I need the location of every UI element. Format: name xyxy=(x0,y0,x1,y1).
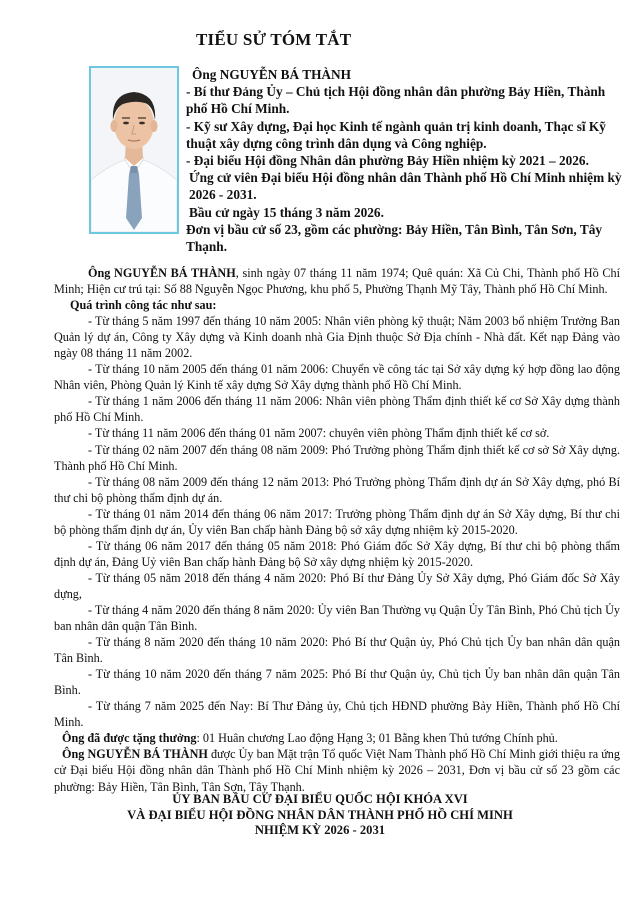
intro-paragraph xyxy=(54,265,620,297)
career-item: - Từ tháng 11 năm 2006 đến tháng 01 năm 2007: chuyên viên phòng Thẩm định thiết kế cơ sở. xyxy=(88,426,550,441)
portrait-photo xyxy=(89,66,179,234)
career-item: - Từ tháng 10 năm 2005 đến tháng 01 năm 2006: Chuyển về công tác tại Sở xây dựng ký hợp đồng lao động Nhân viên, Phòng Quản lý Kinh tế xây dựng Sở Xây dựng thành phố Hồ Chí Minh. xyxy=(54,362,620,393)
summary-line: - Đại biểu Hội đồng Nhân dân phường Bảy Hiền nhiệm kỳ 2021 – 2026. xyxy=(186,153,589,169)
nomination-text: được Ủy ban Mặt trận Tổ quốc Việt Nam Thành phố Hồ Chí Minh giới thiệu ra ứng cử Đại biểu Hội đồng nhân dân Thành phố Hồ Chí Minh nhiệm kỳ 2026 – 2031, Đơn vị bầu cử số 23 gồm các phường: Bảy Hiền, Tân Bình, Tân Sơn, Tây Thạnh. xyxy=(54,747,620,794)
candidate-name: Ông NGUYỄN BÁ THÀNH xyxy=(192,67,351,82)
committee-line-1: ỦY BAN BẦU CỬ ĐẠI BIỂU QUỐC HỘI KHÓA XVI xyxy=(172,792,468,806)
portrait-image xyxy=(91,68,177,232)
document-title: TIỂU SỬ TÓM TẮT xyxy=(196,30,352,49)
biography-body xyxy=(54,265,620,795)
intro-name: Ông NGUYỄN BÁ THÀNH xyxy=(88,266,236,280)
career-item: - Từ tháng 06 năm 2017 đến tháng 05 năm 2018: Phó Giám đốc Sở Xây dựng, Bí thư chi bộ phòng thẩm định dự án, Đảng Uỷ viên Ban chấp hành Đảng bộ Sở xây dựng nhiệm kỳ 2015-2020. xyxy=(54,538,620,569)
summary-line: - Kỹ sư Xây dựng, Đại học Kinh tế ngành quản trị kinh doanh, Thạc sĩ Kỹ thuật xây dựng công trình dân dụng và Công nghiệp. xyxy=(186,118,606,151)
awards-text: : 01 Huân chương Lao động Hạng 3; 01 Bằng khen Thủ tướng Chính phủ. xyxy=(196,731,558,746)
career-item: - Từ tháng 8 năm 2020 đến tháng 10 năm 2020: Phó Bí thư Quận ủy, Phó Chủ tịch Ủy ban nhân dân quận Tân Bình. xyxy=(54,635,620,666)
committee-line-3: NHIỆM KỲ 2026 - 2031 xyxy=(254,823,386,837)
career-item: - Từ tháng 08 năm 2009 đến tháng 12 năm 2013: Phó Trưởng phòng Thẩm định dự án Sở Xây dựng, phó Bí thư chi bộ phòng thẩm định dự án. xyxy=(54,474,620,505)
career-item: - Từ tháng 02 năm 2007 đến tháng 08 năm 2009: Phó Trưởng phòng Thẩm định thiết kế cơ sở Sở Xây dựng. Thành phố Hồ Chí Minh. xyxy=(54,442,620,473)
summary-line: Ứng cử viên Đại biểu Hội đồng nhân dân Thành phố Hồ Chí Minh nhiệm kỳ 2026 - 2031. xyxy=(189,170,622,203)
committee-line-2: VÀ ĐẠI BIỂU HỘI ĐỒNG NHÂN DÂN THÀNH PHỐ HỒ CHÍ MINH xyxy=(127,807,513,822)
career-item: - Từ tháng 01 năm 2014 đến tháng 06 năm 2017: Trưởng phòng Thẩm định dự án Sở Xây dựng, Bí thư chi bộ phòng thẩm định dự án, Ủy viên Ban chấp hành Đảng bộ sở xây dựng nhiệm kỳ 2015-2020. xyxy=(54,506,620,537)
summary-line: Đơn vị bầu cử số 23, gồm các phường: Bảy Hiền, Tân Bình, Tân Sơn, Tây Thạnh. xyxy=(186,221,603,255)
career-item: - Từ tháng 4 năm 2020 đến tháng 8 năm 2020: Ủy viên Ban Thường vụ Quận Ủy Tân Bình, Phó Chủ tịch Ủy ban nhân dân quận Tân Bình. xyxy=(54,602,620,634)
career-item: - Từ tháng 05 năm 2018 đến tháng 4 năm 2020: Phó Bí thư Đảng Ủy Sở Xây dựng, Phó Giám đốc Sở Xây dựng, xyxy=(54,570,620,601)
career-heading-text: Quá trình công tác như sau: xyxy=(70,298,217,313)
summary-line: Bầu cử ngày 15 tháng 3 năm 2026. xyxy=(189,204,384,220)
nomination-paragraph xyxy=(54,746,620,794)
awards-label: Ông đã được tặng thưởng xyxy=(62,731,197,746)
nomination-name: Ông NGUYỄN BÁ THÀNH xyxy=(62,747,208,762)
career-heading xyxy=(54,297,620,313)
career-item: - Từ tháng 5 năm 1997 đến tháng 10 năm 2005: Nhân viên phòng kỹ thuật; Năm 2003 bổ nhiệm Trưởng Ban Quản lý dự án, Công ty Xây dựng và Kinh doanh nhà Gia Định thuộc Sở Địa chính - Nhà đất. Kết nạp Đảng vào ngày 08 tháng 11 năm 2002. xyxy=(54,314,620,361)
intro-text: , sinh ngày 07 tháng 11 năm 1974; Quê quán: Xã Củ Chi, Thành phố Hồ Chí Minh; Hiện cư trú tại: Số 88 Nguyễn Ngọc Phương, khu phố 5, Phường Thạnh Mỹ Tây, Thành phố Hồ Chí Minh. xyxy=(54,266,620,297)
summary-block xyxy=(186,66,626,255)
summary-line: - Bí thư Đảng Ủy – Chủ tịch Hội đồng nhân dân phường Bảy Hiền, Thành phố Hồ Chí Minh. xyxy=(186,84,606,117)
career-item: - Từ tháng 7 năm 2025 đến Nay: Bí Thư Đảng ủy, Chủ tịch HĐND phường Bảy Hiền, Thành phố Hồ Chí Minh. xyxy=(54,699,620,730)
career-item: - Từ tháng 10 năm 2020 đến tháng 7 năm 2025: Phó Bí thư Quận ủy, Chủ tịch Ủy ban nhân dân quận Tân Bình. xyxy=(54,667,620,698)
career-item: - Từ tháng 1 năm 2006 đến tháng 11 năm 2006: Nhân viên phòng Thẩm định thiết kế cơ Sở Xây dựng thành phố Hồ Chí Minh. xyxy=(54,394,620,425)
issuing-committee xyxy=(0,792,640,839)
awards-paragraph xyxy=(54,730,620,746)
